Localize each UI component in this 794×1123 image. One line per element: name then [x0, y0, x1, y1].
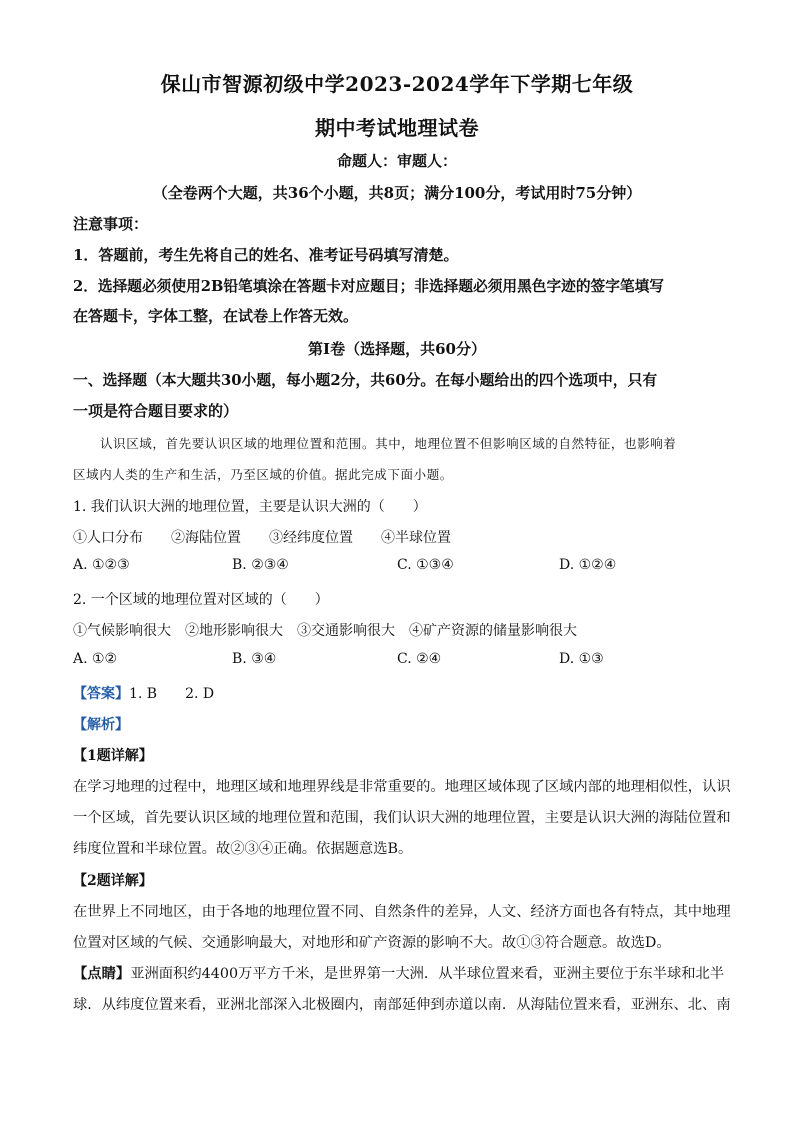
question-1-stem: 1. 我们认识大洲的地理位置，主要是认识大洲的（ ）	[73, 499, 427, 515]
passage-line2: 区域内人类的生产和生活，乃至区域的价值。据此完成下面小题。	[73, 467, 453, 482]
exam-title-line1: 保山市智源初级中学2023-2024学年下学期七年级	[160, 72, 634, 96]
q1-detail-label: 【1题详解】	[73, 748, 153, 764]
notes-heading: 注意事项：	[73, 215, 149, 233]
question-1-option-a: A. ①②③	[73, 557, 130, 573]
exam-title-line2: 期中考试地理试卷	[315, 116, 479, 140]
tip-line2: 球．从纬度位置来看，亚洲北部深入北极圈内，南部延伸到赤道以南．从海陆位置来看，亚洲东、北、南	[73, 997, 731, 1013]
question-2-option-b: B. ③④	[232, 651, 277, 667]
note-item-1: 1．答题前，考生先将自己的姓名、准考证号码填写清楚。	[73, 246, 459, 264]
question-1-items: ①人口分布 ②海陆位置 ③经纬度位置 ④半球位置	[73, 530, 451, 546]
question-2-stem: 2. 一个区域的地理位置对区域的（ ）	[73, 592, 329, 608]
q2-detail-label: 【2题详解】	[73, 873, 153, 889]
answer-value: 1. B 2. D	[129, 686, 215, 702]
part-title: 第Ⅰ卷（选择题，共60分）	[308, 340, 486, 358]
passage-line1: 认识区域，首先要认识区域的地理位置和范围。其中，地理位置不但影响区域的自然特征，也影响着	[100, 436, 677, 451]
question-1-option-c: C. ①③④	[397, 557, 454, 573]
note-item-2-line2: 在答题卡，字体工整，在试卷上作答无效。	[73, 307, 359, 325]
question-2-option-c: C. ②④	[397, 651, 442, 667]
question-1-option-b: B. ②③④	[232, 557, 289, 573]
q1-detail-line1: 在学习地理的过程中，地理区域和地理界线是非常重要的。地理区域体现了区域内部的地理相似性，认识	[73, 779, 731, 795]
question-2-option-d: D. ①③	[559, 651, 604, 667]
tip-line1	[73, 963, 723, 983]
tip-label: 【点睛】	[73, 966, 131, 982]
question-2-items: ①气候影响很大 ②地形影响很大 ③交通影响很大 ④矿产资源的储量影响很大	[73, 623, 577, 639]
q1-detail-line2: 一个区域，首先要认识区域的地理位置和范围，我们认识大洲的地理位置，主要是认识大洲的海陆位置和	[73, 810, 731, 826]
section-heading-line2: 一项是符合题目要求的）	[73, 402, 239, 420]
note-item-2-line1: 2．选择题必须使用2B铅笔填涂在答题卡对应题目；非选择题必须用黑色字迹的签字笔填写	[73, 278, 664, 295]
authors-line: 命题人：审题人：	[336, 152, 457, 170]
question-1-option-d: D. ①②④	[559, 557, 617, 573]
q2-detail-line1: 在世界上不同地区，由于各地的地理位置不同、自然条件的差异，人文、经济方面也各有特点，其中地理	[73, 904, 731, 920]
exam-summary: （全卷两个大题，共36个小题，共8页；满分100分，考试用时75分钟）	[152, 184, 642, 202]
q1-detail-line3: 纬度位置和半球位置。故②③④正确。依据题意选B。	[73, 841, 413, 857]
section-heading-line1: 一、选择题（本大题共30小题，每小题2分，共60分。在每小题给出的四个选项中，只有	[73, 372, 658, 389]
q2-detail-line2: 位置对区域的气候、交通影响最大，对地形和矿产资源的影响不大。故①③符合题意。故选D。	[73, 935, 671, 951]
question-2-option-a: A. ①②	[73, 651, 118, 667]
answer-label: 【答案】	[73, 686, 129, 702]
tip-line1-text: 亚洲面积约4400万平方千米，是世界第一大洲．从半球位置来看，亚洲主要位于东半球和北半	[130, 966, 725, 982]
answer-row	[73, 683, 723, 703]
analysis-label: 【解析】	[73, 717, 129, 733]
